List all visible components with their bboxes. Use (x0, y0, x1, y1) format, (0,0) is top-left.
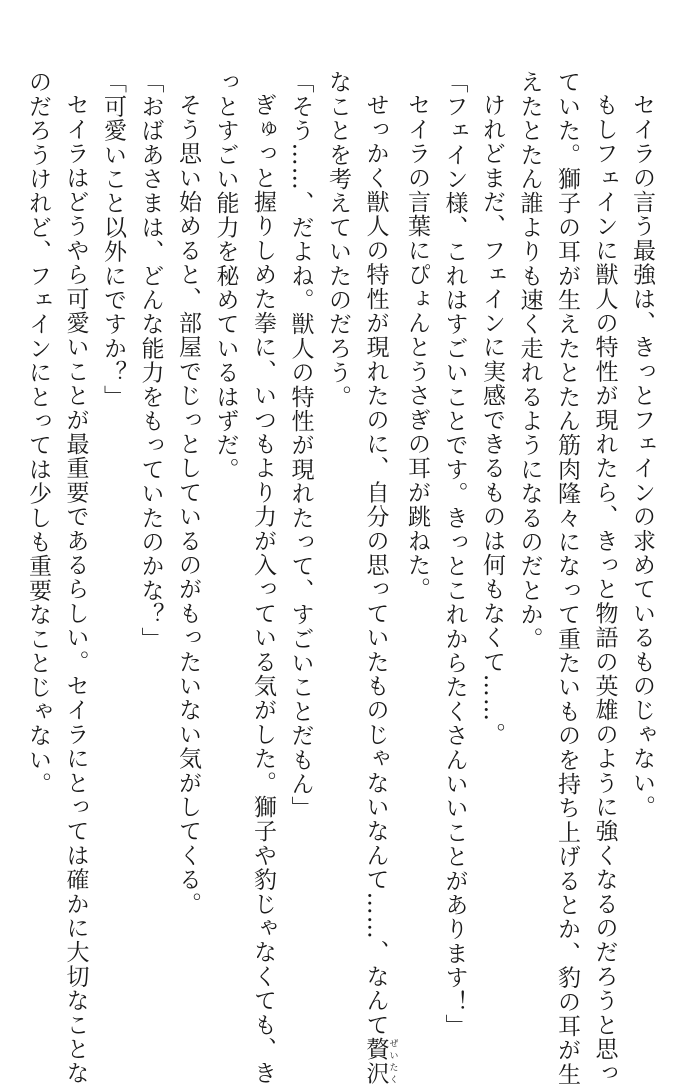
ruby-zeitaku (362, 1036, 398, 1086)
text-line-12: っとすごい能力を秘めているはずだ。 (212, 70, 239, 482)
text-line-9: なことを考えていたのだろう。 (325, 70, 351, 409)
text-line-4: えたとたん誰よりも速く走れるようになるのだとか。 (516, 70, 543, 651)
text-line-6: 「フェイン様、これはすごいことです。きっとこれからたくさんいいことがあります！」 (441, 70, 468, 1038)
text-line-13: そう思い始めると、部屋でじっとしているのがもったいない気がしてくる。 (175, 93, 201, 916)
vertical-text-block (25, 70, 660, 1086)
text-line-14: 「おばあさまは、どんな能力をもっていたのかな？」 (137, 70, 164, 651)
text-line-8-body: せっかく獣人の特性が現れたのに、自分の思っていたものじゃないなんて……、なんて (362, 93, 389, 1037)
text-line-7: セイラの言葉にぴょんとうさぎの耳が跳ねた。 (404, 93, 430, 602)
text-line-8 (356, 70, 398, 1086)
text-line-3: ていた。獅子の耳が生えたとたん筋肉隆々になって重たいものを持ち上げるとか、豹の耳が生 (554, 70, 580, 1086)
text-line-10: 「そう……、だよね。獣人の特性が現れたって、すごいことだもん」 (287, 70, 314, 821)
ruby-base: 贅沢 (362, 1036, 389, 1086)
text-line-5: けれどまだ、フェインに実感できるものは何もなくて……。 (479, 93, 505, 747)
ruby-reading: ぜいたく (387, 1036, 398, 1086)
text-line-1: セイラの言う最強は、きっとフェインの求めているものじゃない。 (629, 93, 655, 819)
text-line-15: 「可愛いこと以外にですか？」 (100, 70, 126, 409)
text-line-16: セイラはどうやら可愛いことが最重要であるらしい。セイラにとっては確かに大切なことな (62, 93, 89, 1086)
text-line-17: のだろうけれど、フェインにとっては少しも重要なことじゃない。 (25, 70, 51, 796)
text-line-11: ぎゅっと握りしめた拳に、いつもより力が入っている気がした。獅子や豹じゃなくても、き (250, 93, 276, 1086)
text-line-2: もしフェインに獣人の特性が現れたら、きっと物語の英雄のように強くなるのだろうと思っ (591, 93, 618, 1086)
